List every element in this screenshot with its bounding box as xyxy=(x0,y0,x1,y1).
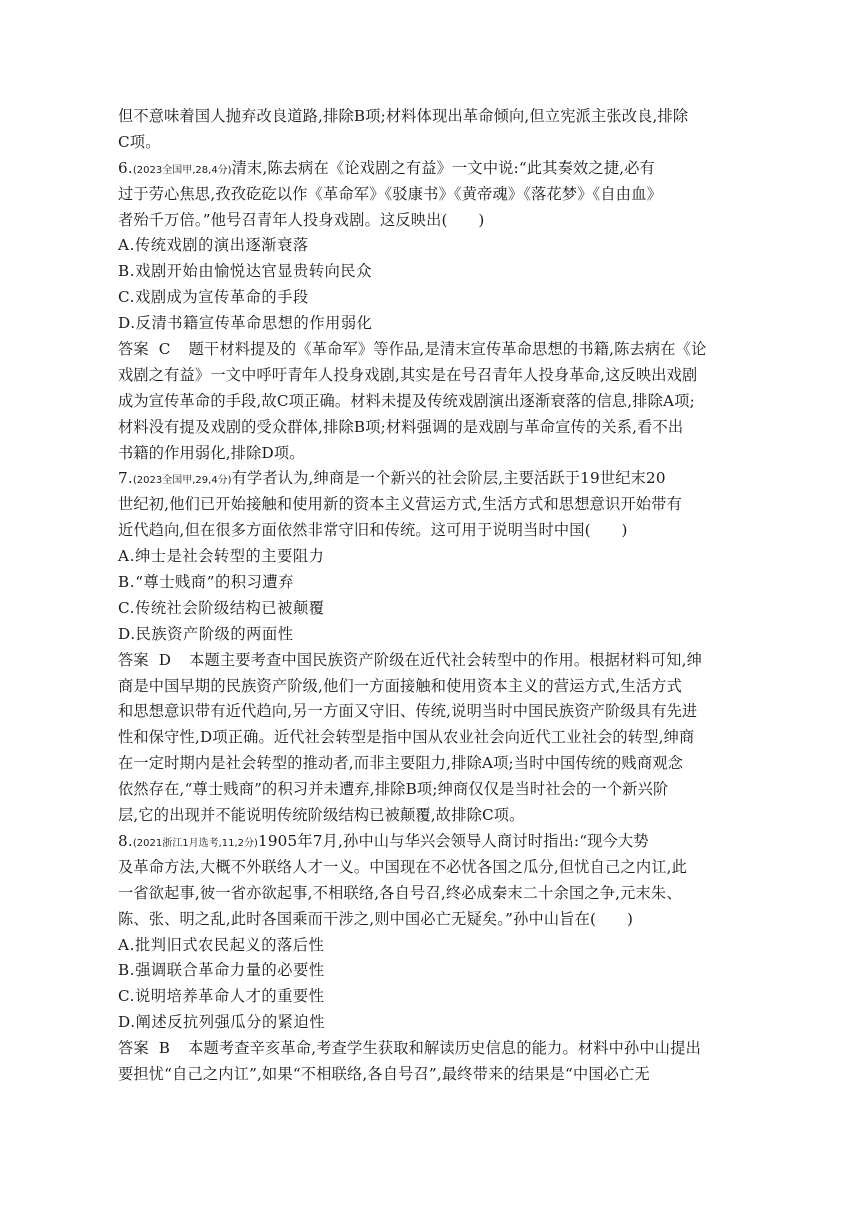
question-stem-line: 世纪初,他们已开始接触和使用新的资本主义营运方式,生活方式和思想意识开始带有 xyxy=(118,495,683,514)
question-number: 7. xyxy=(118,469,133,488)
answer-line xyxy=(118,337,744,363)
answer-key: C xyxy=(158,340,171,359)
question-stem-text: 有学者认为,绅商是一个新兴的社会阶层,主要活跃于19世纪末20 xyxy=(231,469,666,488)
option-a: A.绅士是社会转型的主要阻力 xyxy=(118,547,325,566)
carry-over-paragraph xyxy=(118,104,744,156)
question-stem-line xyxy=(118,156,744,182)
explanation-text: 本题主要考查中国民族资产阶级在近代社会转型中的作用。根据材料可知,绅 xyxy=(189,650,702,669)
explanation-line: 书籍的作用弱化,排除D项。 xyxy=(118,443,305,462)
option-d: D.反清书籍宣传革命思想的作用弱化 xyxy=(118,314,373,333)
explanation-line: 依然存在,“尊士贱商”的积习并未遭弃,排除B项;绅商仅仅是当时社会的一个新兴阶 xyxy=(118,780,669,799)
document-page xyxy=(118,104,744,1088)
answer-label: 答案 xyxy=(118,650,149,669)
option-b: B.强调联合革命力量的必要性 xyxy=(118,961,325,980)
explanation-text: 本题考查辛亥革命,考查学生获取和解读历史信息的能力。材料中孙中山提出 xyxy=(188,1039,701,1058)
option-a: A.批判旧式农民起义的落后性 xyxy=(118,935,325,954)
question-stem-text: 1905年7月,孙中山与华兴会领导人商讨时指出:“现今大势 xyxy=(257,831,649,850)
answer-key: D xyxy=(158,650,172,669)
question-stem-line xyxy=(118,466,744,492)
question-stem-line: 近代趋向,但在很多方面依然非常守旧和传统。这可用于说明当时中国( ) xyxy=(118,521,628,540)
explanation-text: 题干材料提及的《革命军》等作品,是清末宣传革命思想的书籍,陈去病在《论 xyxy=(188,340,707,359)
question-stem-line: 者殆千万倍。”他号召青年人投身戏剧。这反映出( ) xyxy=(118,210,485,229)
question-stem-text: 清末,陈去病在《论戏剧之有益》一文中说:“此其奏效之捷,必有 xyxy=(231,158,656,177)
explanation-line: 要担忧“自己之内讧”,如果“不相联络,各自号召”,最终带来的结果是“中国必亡无 xyxy=(118,1064,650,1083)
option-d: D.民族资产阶级的两面性 xyxy=(118,624,294,643)
question-source: (2021浙江1月选考,11,2分) xyxy=(132,837,258,849)
text-line: C项。 xyxy=(118,132,161,151)
explanation-line: 层,它的出现并不能说明传统阶级结构已被颠覆,故排除C项。 xyxy=(118,806,525,825)
question-8 xyxy=(118,829,744,1088)
answer-label: 答案 xyxy=(118,340,149,359)
question-source: (2023全国甲,29,4分) xyxy=(132,475,232,487)
question-stem-line: 一省欲起事,彼一省亦欲起事,不相联络,各自号召,终必成秦末二十余国之争,元末朱、 xyxy=(118,883,682,902)
explanation-line: 和思想意识带有近代趋向,另一方面又守旧、传统,说明当时中国民族资产阶级具有先进 xyxy=(118,702,698,721)
answer-line xyxy=(118,1036,744,1062)
option-b: B.“尊士贱商”的积习遭弃 xyxy=(118,573,295,592)
question-stem-line xyxy=(118,829,744,855)
text-line: 但不意味着国人抛弃改良道路,排除B项;材料体现出革命倾向,但立宪派主张改良,排除 xyxy=(118,107,689,125)
question-number: 8. xyxy=(118,831,133,850)
option-c: C.戏剧成为宣传革命的手段 xyxy=(118,288,309,307)
option-c: C.传统社会阶级结构已被颠覆 xyxy=(118,598,325,617)
explanation-line: 成为宣传革命的手段,故C项正确。材料未提及传统戏剧演出逐渐衰落的信息,排除A项; xyxy=(118,391,695,410)
option-c: C.说明培养革命人才的重要性 xyxy=(118,987,325,1006)
question-stem-line: 陈、张、明之乱,此时各国乘而干涉之,则中国必亡无疑矣。”孙中山旨在( ) xyxy=(118,909,634,928)
question-stem-line: 过于劳心焦思,孜孜矻矻以作《革命军》《驳康书》《黄帝魂》《落花梦》《自由血》 xyxy=(118,184,662,203)
explanation-line: 材料没有提及戏剧的受众群体,排除B项;材料强调的是戏剧与革命宣传的关系,看不出 xyxy=(118,417,684,436)
question-source: (2023全国甲,28,4分) xyxy=(132,164,232,176)
question-number: 6. xyxy=(118,158,133,177)
option-b: B.戏剧开始由愉悦达官显贵转向民众 xyxy=(118,262,373,281)
explanation-line: 性和保守性,D项正确。近代社会转型是指中国从农业社会向近代工业社会的转型,绅商 xyxy=(118,728,695,747)
answer-key: B xyxy=(158,1039,171,1058)
question-6 xyxy=(118,156,744,467)
question-7 xyxy=(118,466,744,828)
answer-line xyxy=(118,648,744,674)
option-d: D.阐述反抗列强瓜分的紧迫性 xyxy=(118,1013,326,1032)
explanation-line: 在一定时期内是社会转型的推动者,而非主要阻力,排除A项;当时中国传统的贱商观念 xyxy=(118,754,684,773)
option-a: A.传统戏剧的演出逐渐衰落 xyxy=(118,236,309,255)
explanation-line: 戏剧之有益》一文中呼吁青年人投身戏剧,其实是在号召青年人投身革命,这反映出戏剧 xyxy=(118,365,698,384)
explanation-line: 商是中国早期的民族资产阶级,他们一方面接触和使用资本主义的营运方式,生活方式 xyxy=(118,676,683,695)
question-stem-line: 及革命方法,大概不外联络人才一义。中国现在不必忧各国之瓜分,但忧自己之内讧,此 xyxy=(118,857,688,876)
answer-label: 答案 xyxy=(118,1039,149,1058)
